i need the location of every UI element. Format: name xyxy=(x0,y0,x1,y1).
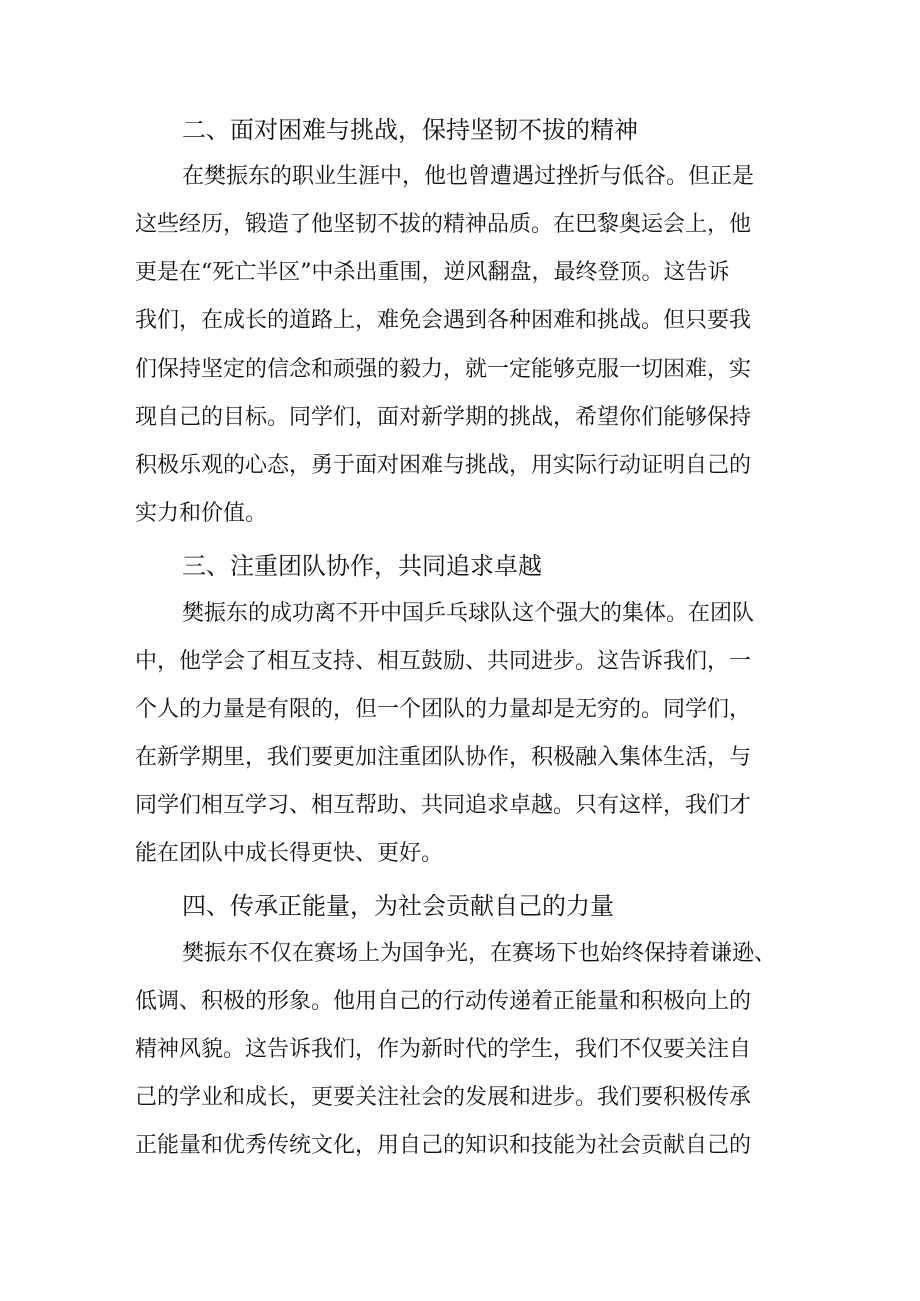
section-4-line-4: 己的学业和成长，更要关注社会的发展和进步。我们要积极传承 xyxy=(135,1085,752,1110)
section-heading-3: 三、注重团队协作，共同追求卓越 xyxy=(182,552,542,580)
section-2-line-7: 积极乐观的心态，勇于面对困难与挑战，用实际行动证明自己的 xyxy=(135,453,752,478)
section-heading-2: 二、面对困难与挑战，保持坚韧不拔的精神 xyxy=(182,116,638,144)
section-2-line-3: 更是在“死亡半区”中杀出重围，逆风翻盘，最终登顶。这告诉 xyxy=(135,260,730,285)
section-3-line-1: 樊振东的成功离不开中国乒乓球队这个强大的集体。在团队 xyxy=(182,601,755,626)
section-3-line-5: 同学们相互学习、相互帮助、共同追求卓越。只有这样，我们才 xyxy=(135,793,752,818)
section-2-line-2: 这些经历，锻造了他坚韧不拔的精神品质。在巴黎奥运会上，他 xyxy=(135,212,752,237)
section-2-line-1: 在樊振东的职业生涯中，他也曾遭遇过挫折与低谷。但正是 xyxy=(182,164,755,189)
section-3-line-2: 中，他学会了相互支持、相互鼓励、共同进步。这告诉我们，一 xyxy=(135,649,752,674)
section-heading-4: 四、传承正能量，为社会贡献自己的力量 xyxy=(182,892,614,920)
section-4-line-2: 低调、积极的形象。他用自己的行动传递着正能量和积极向上的 xyxy=(135,989,752,1014)
section-3-line-4: 在新学期里，我们要更加注重团队协作，积极融入集体生活，与 xyxy=(135,745,752,770)
section-4-line-3: 精神风貌。这告诉我们，作为新时代的学生，我们不仅要关注自 xyxy=(135,1037,752,1062)
section-2-line-6: 现自己的目标。同学们，面对新学期的挑战，希望你们能够保持 xyxy=(135,405,752,430)
section-2-line-8: 实力和价值。 xyxy=(135,501,268,526)
section-2-line-5: 们保持坚定的信念和顽强的毅力，就一定能够克服一切困难，实 xyxy=(135,357,752,382)
section-3-line-6: 能在团队中成长得更快、更好。 xyxy=(135,841,444,866)
section-2-line-4: 我们，在成长的道路上，难免会遇到各种困难和挑战。但只要我 xyxy=(135,308,752,333)
section-4-line-5: 正能量和优秀传统文化，用自己的知识和技能为社会贡献自己的 xyxy=(135,1133,752,1158)
section-3-line-3: 个人的力量是有限的，但一个团队的力量却是无穷的。同学们， xyxy=(135,697,752,722)
section-4-line-1: 樊振东不仅在赛场上为国争光，在赛场下也始终保持着谦逊、 xyxy=(182,941,777,966)
